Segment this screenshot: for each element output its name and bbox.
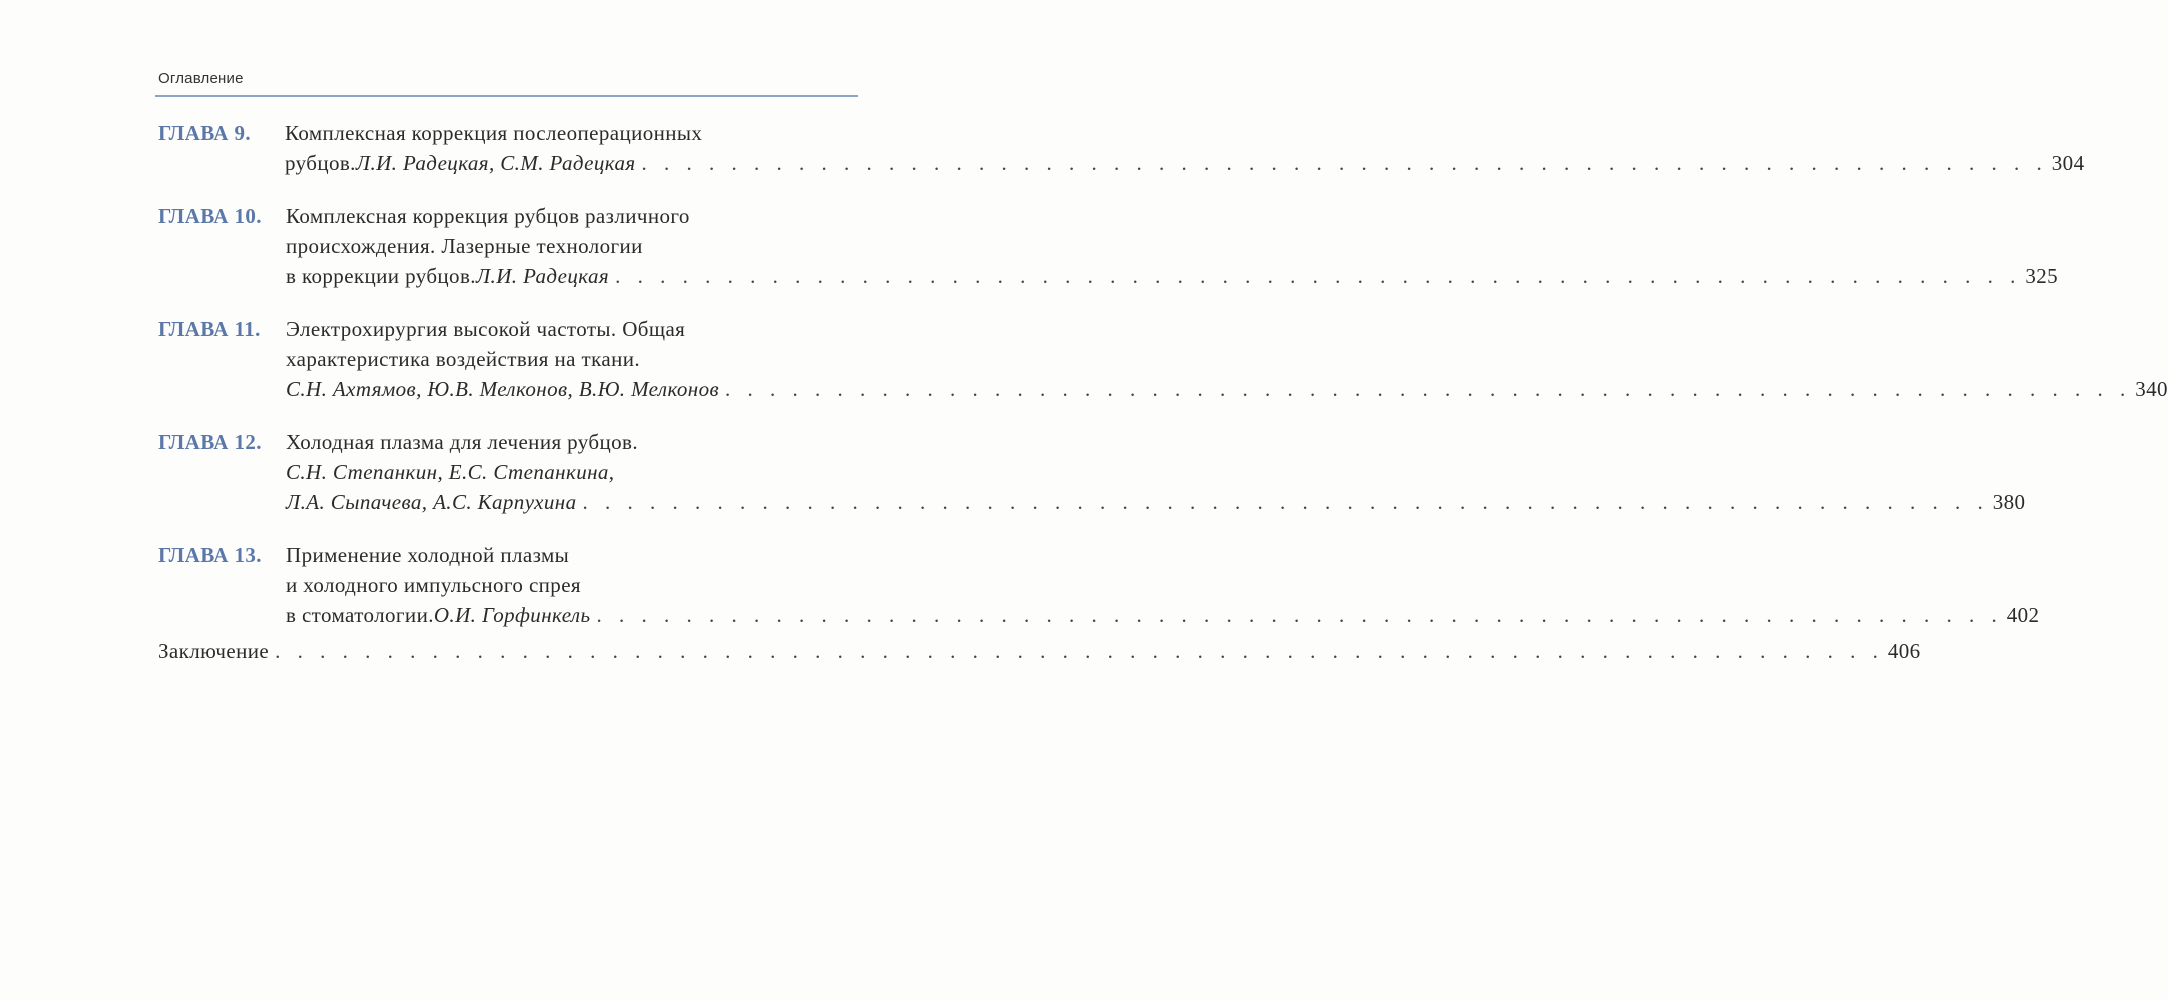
chapter-authors: Л.И. Радецкая [475, 264, 610, 288]
chapter-final-line [286, 261, 2059, 291]
chapter-title-line: характеристика воздействия на ткани. [286, 347, 641, 371]
chapter-body [286, 201, 2059, 291]
toc-entry-conclusion[interactable] [158, 636, 1921, 666]
toc-entry-chapter-11[interactable] [158, 314, 2168, 404]
chapter-title-tail: в стоматологии. [286, 603, 434, 627]
table-of-contents [158, 118, 2168, 666]
chapter-title-tail: в коррекции рубцов. [286, 264, 476, 288]
header-rule [155, 95, 858, 97]
chapter-title-tail: рубцов. [285, 151, 356, 175]
chapter-body [286, 314, 2168, 404]
chapter-final-line [286, 600, 2040, 630]
chapter-final-line [286, 374, 2168, 404]
chapter-authors: С.Н. Ахтямов, Ю.В. Мелконов, В.Ю. Мелконов [286, 377, 719, 401]
chapter-label: ГЛАВА 9. [158, 121, 252, 145]
toc-entry-chapter-9[interactable] [158, 118, 2085, 178]
chapter-authors-line: С.Н. Степанкин, Е.С. Степанкина, [286, 460, 615, 484]
page-number: 380 [1992, 490, 2026, 514]
chapter-label: ГЛАВА 10. [158, 204, 262, 228]
leader-dots: . . . . . . . . . . . . . . . . . . . . . . . . . . . . . . . . . . . . . . . . . . . . . . . . . . . . . . . . . . . . . . . [596, 603, 2003, 627]
conclusion-title: Заключение [158, 639, 270, 663]
toc-entry-chapter-10[interactable] [158, 201, 2059, 291]
chapter-authors: О.И. Горфинкель [433, 603, 591, 627]
chapter-title-line: и холодного импульсного спрея [286, 573, 581, 597]
chapter-final-line [286, 487, 2026, 517]
conclusion-line [158, 636, 1921, 666]
chapter-authors: Л.А. Сыпачева, А.С. Карпухина [286, 490, 577, 514]
chapter-body [285, 118, 2085, 178]
page-number: 402 [2006, 603, 2040, 627]
leader-dots: . . . . . . . . . . . . . . . . . . . . . . . . . . . . . . . . . . . . . . . . . . . . . . . . . . . . . . . . . . . . . . . [641, 151, 2048, 175]
leader-dots: . . . . . . . . . . . . . . . . . . . . . . . . . . . . . . . . . . . . . . . . . . . . . . . . . . . . . . . . . . . . . . . [582, 490, 1989, 514]
page-number: 340 [2135, 377, 2168, 401]
leader-dots: . . . . . . . . . . . . . . . . . . . . . . . . . . . . . . . . . . . . . . . . . . . . . . . . . . . . . . . . . . . . . . . . . . . . . . . . [275, 639, 1884, 663]
chapter-title-line: Холодная плазма для лечения рубцов. [286, 430, 638, 454]
chapter-body [286, 540, 2040, 630]
toc-entry-chapter-13[interactable] [158, 540, 2040, 630]
chapter-title-line: происхождения. Лазерные технологии [286, 234, 643, 258]
page-number: 304 [2051, 151, 2085, 175]
page-number: 325 [2025, 264, 2059, 288]
chapter-body [286, 427, 2026, 517]
page-number: 406 [1887, 639, 1921, 663]
chapter-title-line: Комплексная коррекция рубцов различного [286, 204, 690, 228]
toc-entry-chapter-12[interactable] [158, 427, 2026, 517]
chapter-authors: Л.И. Радецкая, С.М. Радецкая [355, 151, 636, 175]
leader-dots: . . . . . . . . . . . . . . . . . . . . . . . . . . . . . . . . . . . . . . . . . . . . . . . . . . . . . . . . . . . . . . . [615, 264, 2022, 288]
chapter-label: ГЛАВА 13. [158, 543, 262, 567]
chapter-title-line: Электрохирургия высокой частоты. Общая [286, 317, 686, 341]
running-head: Оглавление [158, 70, 244, 87]
chapter-title-line: Применение холодной плазмы [286, 543, 570, 567]
chapter-title-line: Комплексная коррекция послеоперационных [285, 121, 703, 145]
leader-dots: . . . . . . . . . . . . . . . . . . . . . . . . . . . . . . . . . . . . . . . . . . . . . . . . . . . . . . . . . . . . . . . [725, 377, 2132, 401]
chapter-label: ГЛАВА 12. [158, 430, 262, 454]
chapter-final-line [285, 148, 2085, 178]
chapter-label: ГЛАВА 11. [158, 317, 261, 341]
